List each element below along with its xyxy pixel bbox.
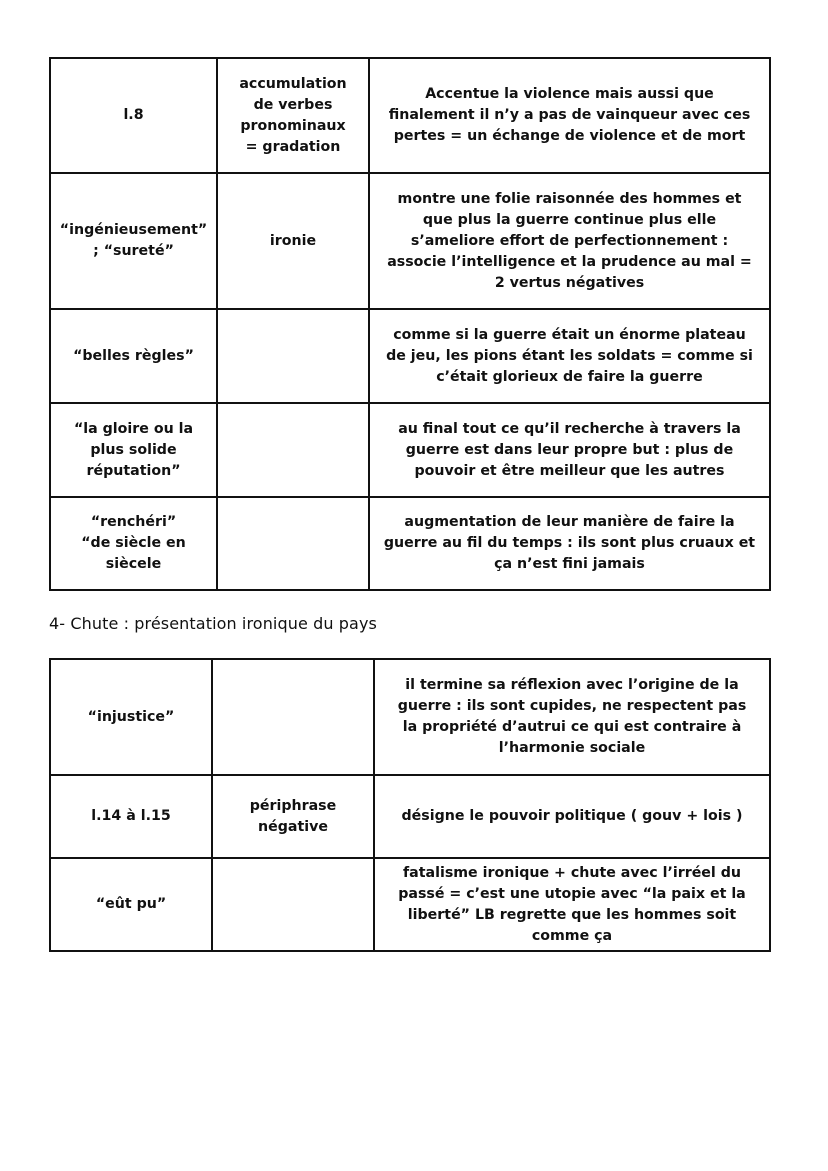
analysis-cell: comme si la guerre était un énorme plateau de jeu, les pions étant les soldats = comme si c’était glorieux de faire la guerre [369, 309, 770, 403]
quote-cell: l.14 à l.15 [50, 775, 212, 858]
device-cell: ironie [217, 173, 369, 309]
quote-cell: “renchéri” “de siècle en siècele [50, 497, 217, 590]
analysis-cell: montre une folie raisonnée des hommes et que plus la guerre continue plus elle s’ameliore effort de perfectionnement : associe l’intelligence et la prudence au mal = 2 vertus négatives [369, 173, 770, 309]
analysis-cell: augmentation de leur manière de faire la guerre au fil du temps : ils sont plus cruaux et ça n’est fini jamais [369, 497, 770, 590]
table-row [50, 659, 770, 775]
table-row [50, 173, 770, 309]
device-cell: accumulation de verbes pronominaux = gradation [217, 58, 369, 173]
table-row [50, 858, 770, 951]
quote-cell: “eût pu” [50, 858, 212, 951]
table-row [50, 309, 770, 403]
analysis-table-2 [49, 658, 771, 952]
table-row [50, 775, 770, 858]
device-cell [212, 858, 374, 951]
device-cell [212, 659, 374, 775]
analysis-cell: Accentue la violence mais aussi que finalement il n’y a pas de vainqueur avec ces pertes = un échange de violence et de mort [369, 58, 770, 173]
quote-cell: “la gloire ou la plus solide réputation” [50, 403, 217, 497]
analysis-table-1 [49, 57, 771, 591]
quote-cell: “belles règles” [50, 309, 217, 403]
device-cell: périphrase négative [212, 775, 374, 858]
device-cell [217, 403, 369, 497]
quote-cell: l.8 [50, 58, 217, 173]
analysis-cell: fatalisme ironique + chute avec l’irréel du passé = c’est une utopie avec “la paix et la liberté” LB regrette que les hommes soit comme ça [374, 858, 770, 951]
section-heading: 4- Chute : présentation ironique du pays [49, 614, 377, 633]
table-row [50, 58, 770, 173]
analysis-cell: il termine sa réflexion avec l’origine de la guerre : ils sont cupides, ne respectent pas la propriété d’autrui ce qui est contraire à l’harmonie sociale [374, 659, 770, 775]
analysis-cell: désigne le pouvoir politique ( gouv + lois ) [374, 775, 770, 858]
quote-cell: “ingénieusement” ; “sureté” [50, 173, 217, 309]
quote-cell: “injustice” [50, 659, 212, 775]
device-cell [217, 309, 369, 403]
analysis-cell: au final tout ce qu’il recherche à travers la guerre est dans leur propre but : plus de pouvoir et être meilleur que les autres [369, 403, 770, 497]
device-cell [217, 497, 369, 590]
table-row [50, 403, 770, 497]
table-row [50, 497, 770, 590]
